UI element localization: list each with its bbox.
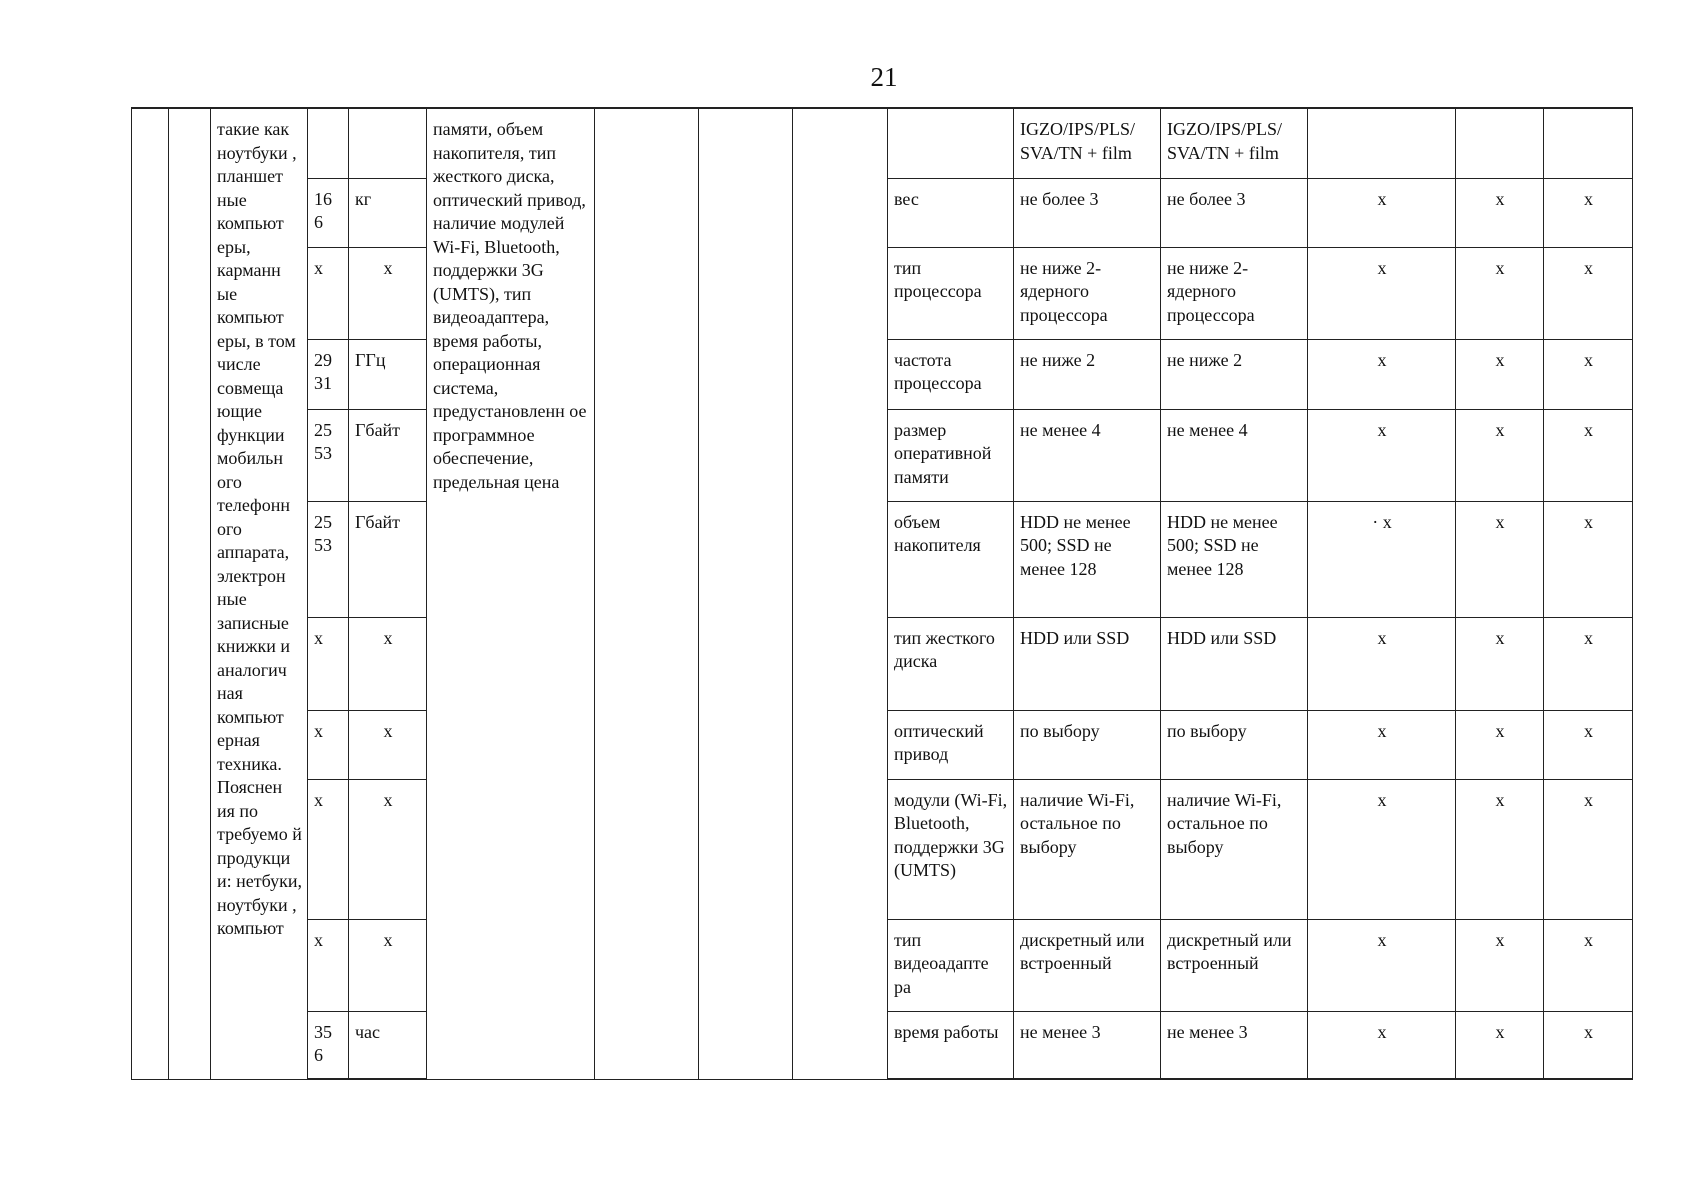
value-cell-1: IGZO/IPS/PLS/ SVA/TN + film <box>1014 108 1161 178</box>
value-cell-1: не ниже 2 <box>1014 339 1161 409</box>
okei-code-cell: 25 53 <box>308 409 349 501</box>
characteristic-name-cell: объем накопителя <box>888 501 1014 617</box>
value-cell-2: IGZO/IPS/PLS/ SVA/TN + film <box>1161 108 1308 178</box>
okei-code-cell: x <box>308 247 349 339</box>
characteristic-name-cell: вес <box>888 178 1014 247</box>
x-cell: x <box>1456 339 1544 409</box>
requirements-table <box>131 107 1633 1080</box>
unit-cell: кг <box>349 178 427 247</box>
x-cell: x <box>1456 1011 1544 1079</box>
value-cell-2: не менее 3 <box>1161 1011 1308 1079</box>
x-cell: x <box>1308 779 1456 919</box>
unit-cell: x <box>349 710 427 779</box>
x-cell: x <box>1456 409 1544 501</box>
x-cell: x <box>1308 617 1456 710</box>
characteristic-name-cell: размер оперативной памяти <box>888 409 1014 501</box>
unit-cell: x <box>349 247 427 339</box>
value-cell-1: дискретный или встроенный <box>1014 919 1161 1011</box>
table-row <box>132 108 1633 178</box>
characteristic-name-cell: тип видеоадапте ра <box>888 919 1014 1011</box>
unit-cell: x <box>349 779 427 919</box>
x-cell: x <box>1456 501 1544 617</box>
value-cell-1: не менее 4 <box>1014 409 1161 501</box>
x-cell <box>1456 108 1544 178</box>
x-cell: x <box>1308 409 1456 501</box>
empty-cell <box>793 108 888 1079</box>
characteristic-name-cell: оптический привод <box>888 710 1014 779</box>
x-cell: · x <box>1308 501 1456 617</box>
x-cell: x <box>1544 409 1633 501</box>
x-cell: x <box>1544 779 1633 919</box>
value-cell-2: не более 3 <box>1161 178 1308 247</box>
x-cell: x <box>1308 710 1456 779</box>
characteristic-name-cell <box>888 108 1014 178</box>
okei-code-cell: 35 6 <box>308 1011 349 1079</box>
okei-code-cell <box>308 108 349 178</box>
x-cell: x <box>1456 710 1544 779</box>
x-cell: x <box>1308 247 1456 339</box>
unit-cell: Гбайт <box>349 409 427 501</box>
okei-code-cell: x <box>308 710 349 779</box>
empty-cell <box>595 108 699 1079</box>
value-cell-2: HDD не менее 500; SSD не менее 128 <box>1161 501 1308 617</box>
okei-code-cell: x <box>308 617 349 710</box>
x-cell: x <box>1544 339 1633 409</box>
value-cell-1: по выбору <box>1014 710 1161 779</box>
x-cell: x <box>1544 247 1633 339</box>
x-cell: x <box>1544 1011 1633 1079</box>
value-cell-1: HDD не менее 500; SSD не менее 128 <box>1014 501 1161 617</box>
okei-code-cell: x <box>308 779 349 919</box>
unit-cell: Гбайт <box>349 501 427 617</box>
unit-cell: ГГц <box>349 339 427 409</box>
x-cell <box>1544 108 1633 178</box>
x-cell: x <box>1456 617 1544 710</box>
empty-cell <box>132 108 169 1079</box>
okei-code-cell: 29 31 <box>308 339 349 409</box>
value-cell-1: наличие Wi-Fi, остальное по выбору <box>1014 779 1161 919</box>
value-cell-1: не ниже 2-ядерного процессора <box>1014 247 1161 339</box>
empty-cell <box>169 108 211 1079</box>
x-cell: x <box>1308 919 1456 1011</box>
characteristic-name-cell: время работы <box>888 1011 1014 1079</box>
characteristic-name-cell: тип процессора <box>888 247 1014 339</box>
x-cell: x <box>1308 178 1456 247</box>
x-cell: x <box>1544 178 1633 247</box>
characteristic-name-cell: тип жесткого диска <box>888 617 1014 710</box>
value-cell-2: HDD или SSD <box>1161 617 1308 710</box>
unit-cell: час <box>349 1011 427 1079</box>
value-cell-2: не менее 4 <box>1161 409 1308 501</box>
value-cell-1: HDD или SSD <box>1014 617 1161 710</box>
value-cell-1: не более 3 <box>1014 178 1161 247</box>
characteristic-name-cell: модули (Wi-Fi, Bluetooth, поддержки 3G (UMTS) <box>888 779 1014 919</box>
unit-cell: x <box>349 617 427 710</box>
x-cell: x <box>1308 1011 1456 1079</box>
unit-cell <box>349 108 427 178</box>
x-cell <box>1308 108 1456 178</box>
value-cell-2: дискретный или встроенный <box>1161 919 1308 1011</box>
page-number: 21 <box>870 62 898 92</box>
product-description-cell: такие как ноутбуки , планшет ные компьют еры, карманн ые компьют еры, в том числе совмеща ющие функции мобильн ого телефонн ого аппарата, электрон ные записные книжки и аналогич ная компьют ерная техника. Пояснен ия по требуемо й продукци и: нетбуки, ноутбуки , компьют <box>211 108 308 1079</box>
x-cell: x <box>1544 710 1633 779</box>
x-cell: x <box>1544 919 1633 1011</box>
empty-cell <box>699 108 793 1079</box>
x-cell: x <box>1308 339 1456 409</box>
value-cell-2: по выбору <box>1161 710 1308 779</box>
x-cell: x <box>1456 178 1544 247</box>
x-cell: x <box>1456 919 1544 1011</box>
x-cell: x <box>1544 617 1633 710</box>
x-cell: x <box>1456 779 1544 919</box>
value-cell-2: не ниже 2 <box>1161 339 1308 409</box>
x-cell: x <box>1456 247 1544 339</box>
characteristic-name-cell: частота процессора <box>888 339 1014 409</box>
okei-code-cell: 25 53 <box>308 501 349 617</box>
okei-code-cell: 16 6 <box>308 178 349 247</box>
value-cell-2: не ниже 2-ядерного процессора <box>1161 247 1308 339</box>
value-cell-1: не менее 3 <box>1014 1011 1161 1079</box>
x-cell: x <box>1544 501 1633 617</box>
characteristics-list-cell: памяти, объем накопителя, тип жесткого диска, оптический привод, наличие модулей Wi-Fi, Bluetooth, поддержки 3G (UMTS), тип видеоадаптера, время работы, операционная система, предустановленн ое программное обеспечение, предельная цена <box>427 108 595 1079</box>
value-cell-2: наличие Wi-Fi, остальное по выбору <box>1161 779 1308 919</box>
unit-cell: x <box>349 919 427 1011</box>
okei-code-cell: x <box>308 919 349 1011</box>
